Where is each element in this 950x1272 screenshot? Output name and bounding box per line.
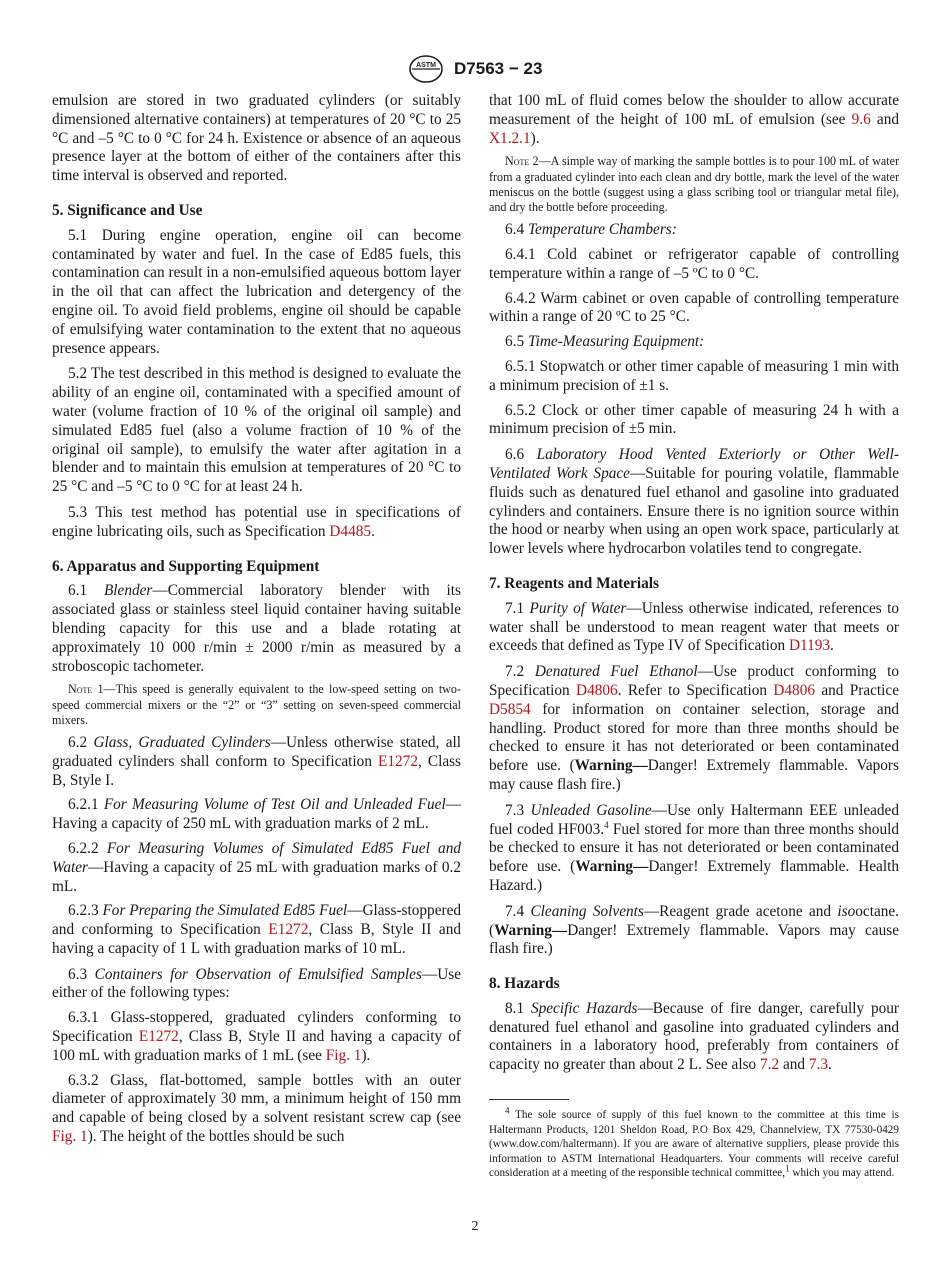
paragraph-6-5-2: 6.5.2 Clock or other timer capable of measuring 24 h with a minimum precision of ±5 min.: [489, 401, 899, 438]
section-heading-8: 8. Hazards: [489, 975, 560, 993]
paragraph-6-4: 6.4 Temperature Chambers:: [505, 221, 677, 239]
link-7-2[interactable]: 7.2: [760, 1056, 780, 1074]
paragraph-8-1: 8.1 Specific Hazards—Because of fire danger, carefully pour denatured fuel ethanol and gasoline into graduated cylinders and containers in a laboratory hood, preferably from containers of capacity no greater than about 2 L. See also 7.2 and 7.3.: [489, 999, 899, 1074]
paragraph-7-3: 7.3 Unleaded Gasoline—Use only Haltermann EEE unleaded fuel coded HF003.$^4$ Fuel stored for more than three months should be checked to ensure it has not deteriorated or been contaminated before use. (Warning—Danger! Extremely flammable. Health Hazard.): [489, 801, 899, 894]
link-d5854[interactable]: D5854: [489, 700, 531, 718]
paragraph-7-1: 7.1 Purity of Water—Unless otherwise indicated, references to water shall be understood to mean reagent water that meets or exceeds that defined as Type IV of Specification D1193.: [489, 599, 899, 655]
paragraph-6-3: 6.3 Containers for Observation of Emulsified Samples—Use either of the following types:: [52, 965, 461, 1002]
right-column: [489, 92, 899, 1181]
link-7-3[interactable]: 7.3: [808, 1056, 828, 1074]
paragraph-6-5: 6.5 Time-Measuring Equipment:: [505, 333, 705, 351]
paragraph-6-2-1: 6.2.1 For Measuring Volume of Test Oil and Unleaded Fuel—Having a capacity of 250 mL with graduation marks of 2 mL.: [52, 796, 462, 833]
paragraph-6-2: 6.2 Glass, Graduated Cylinders—Unless otherwise stated, all graduated cylinders shall conform to Specification E1272, Class B, Style I.: [52, 733, 462, 789]
link-fig-1[interactable]: Fig. 1: [52, 1128, 88, 1146]
paragraph-7-2: 7.2 Denatured Fuel Ethanol—Use product conforming to Specification D4806. Refer to Specification D4806 and Practice D5854 for information on container selection, storage and handling. Product stored for more than three months should be checked to ensure it has not deteriorated or been contaminated before use. (Warning—Danger! Extremely flammable. Vapors may cause flash fire.): [489, 663, 899, 793]
left-column: [52, 92, 461, 1153]
document-designation: D7563 − 23: [454, 59, 543, 78]
footnote-divider: [489, 1099, 569, 1100]
link-fig-1[interactable]: Fig. 1: [325, 1046, 362, 1064]
link-d1193[interactable]: D1193: [788, 637, 831, 655]
link-e1272[interactable]: E1272: [138, 1028, 179, 1046]
section-heading-5: 5. Significance and Use: [52, 201, 203, 219]
paragraph-6-4-2: 6.4.2 Warm cabinet or oven capable of controlling temperature within a range of 20 ºC to 25 °C.: [489, 289, 899, 326]
paragraph-6-3-2: 6.3.2 Glass, flat-bottomed, sample bottles with an outer diameter of approximately 30 mm, a minimum height of 150 mm and capable of being closed by a solvent resistant screw cap (see Fig. 1). The height of the bottles should be such: [52, 1071, 461, 1146]
paragraph-continuation: that 100 mL of fluid comes below the shoulder to allow accurate measurement of the height of 100 mL of emulsion (see 9.6 and X1.2.1).: [489, 92, 899, 147]
astm-logo-icon: [408, 54, 444, 84]
note-1: Note 1—This speed is generally equivalent to the low-speed setting on two-speed commercial mixers or the “2” or “3” setting on seven-speed commercial mixers.: [52, 682, 461, 727]
section-heading-7: 7. Reagents and Materials: [489, 574, 659, 592]
link-d4806[interactable]: D4806: [773, 681, 816, 699]
paragraph-6-2-3: 6.2.3 For Preparing the Simulated Ed85 Fuel—Glass-stoppered and conforming to Specification E1272, Class B, Style II and having a capacity of 1 L with graduation marks of 10 mL.: [52, 902, 462, 957]
link-e1272[interactable]: E1272: [268, 921, 309, 939]
paragraph-6-4-1: 6.4.1 Cold cabinet or refrigerator capable of controlling temperature within a range of –5 ºC to 0 °C.: [489, 246, 899, 282]
paragraph-continuation: emulsion are stored in two graduated cylinders (or suitably dimensioned alternative containers) at temperatures of 20 °C to 25 °C and –5 °C to 0 °C for 24 h. Existence or absence of an aqueous presence layer at the bottom of either of the containers after this time interval is observed and reported.: [52, 92, 461, 185]
link-d4485[interactable]: D4485: [329, 522, 372, 540]
page-header: [0, 54, 950, 84]
section-heading-6: 6. Apparatus and Supporting Equipment: [52, 557, 320, 575]
link-d4806[interactable]: D4806: [576, 681, 618, 699]
note-2: Note 2—A simple way of marking the sample bottles is to pour 100 mL of water from a graduated cylinder into each clean and dry bottle, mark the level of the water meniscus on the bottle (suggest using a glass scribing tool or triangular metal file), and dry the bottle before proceeding.: [489, 154, 899, 214]
paragraph-5-1: 5.1 During engine operation, engine oil can become contaminated by water and fuel. In the case of Ed85 fuels, this contamination can result in a non-emulsified aqueous bottom layer in the oil that can affect the lubrication and detergency of the engine oil. To avoid field problems, engine oil should be capable of emulsifying water contamination to the extent that no aqueous presence appears.: [52, 226, 461, 357]
link-x1-2-1[interactable]: X1.2.1: [489, 129, 531, 147]
paragraph-6-2-2: 6.2.2 For Measuring Volumes of Simulated Ed85 Fuel and Water—Having a capacity of 25 mL with graduation marks of 0.2 mL.: [52, 839, 461, 895]
link-e1272[interactable]: E1272: [378, 752, 418, 770]
footnote-4: $^4$ The sole source of supply of this fuel known to the committee at this time is Haltermann Products, 1201 Sheldon Road, P.O Box 429, Channelview, TX 77530-0429 (www.dow.com/haltermann). If you are aware of alternative suppliers, please provide this information to ASTM International Headquarters. Your comments will receive careful consideration at a meeting of the responsible technical committee,$^1$ which you may attend.: [489, 1105, 899, 1180]
paragraph-5-3: 5.3 This test method has potential use in specifications of engine lubricating oils, such as Specification D4485.: [52, 503, 461, 540]
page-number: 2: [471, 1219, 479, 1234]
paragraph-6-1: 6.1 Blender—Commercial laboratory blender with its associated glass or stainless steel liquid container having suitable blending capacity for this use and a blade rotating at approximately 10 000 r/min ± 2000 r/min as measured by a stroboscopic tachometer.: [52, 582, 461, 675]
footnote-ref-4: 4: [604, 819, 609, 830]
paragraph-6-6: 6.6 Laboratory Hood Vented Exteriorly or Other Well-Ventilated Work Space—Suitable for pouring volatile, flammable fluids such as denatured fuel ethanol and gasoline into graduated cylinders and containers. Ensure there is no ignition source within the hood or nearby when using an open work space, particularly at lower levels where hydrocarbon volatiles tend to congregate.: [489, 446, 899, 558]
svg-text:ASTM: ASTM: [415, 62, 436, 69]
paragraph-7-4: 7.4 Cleaning Solvents—Reagent grade acetone and isooctane. (Warning—Danger! Extremely flammable. Vapors may cause flash fire.): [489, 902, 899, 958]
paragraph-6-5-1: 6.5.1 Stopwatch or other timer capable of measuring 1 min with a minimum precision of ±1 s.: [489, 357, 899, 394]
link-9-6[interactable]: 9.6: [851, 110, 871, 128]
paragraph-5-2: 5.2 The test described in this method is designed to evaluate the ability of an engine oil, contaminated with a specified amount of water (volume fraction of 10 % of the original oil sample) and simulated Ed85 fuel (also a volume fraction of 10 % of the original oil sample), to emulsify the water after agitation in a blender and to maintain this emulsion at temperatures of 20 °C to 25 °C and –5 °C to 0 °C for at least 24 h.: [52, 365, 461, 496]
paragraph-6-3-1: 6.3.1 Glass-stoppered, graduated cylinders conforming to Specification E1272, Class B, Style II and having a capacity of 100 mL with graduation marks of 1 mL (see Fig. 1).: [52, 1009, 461, 1064]
